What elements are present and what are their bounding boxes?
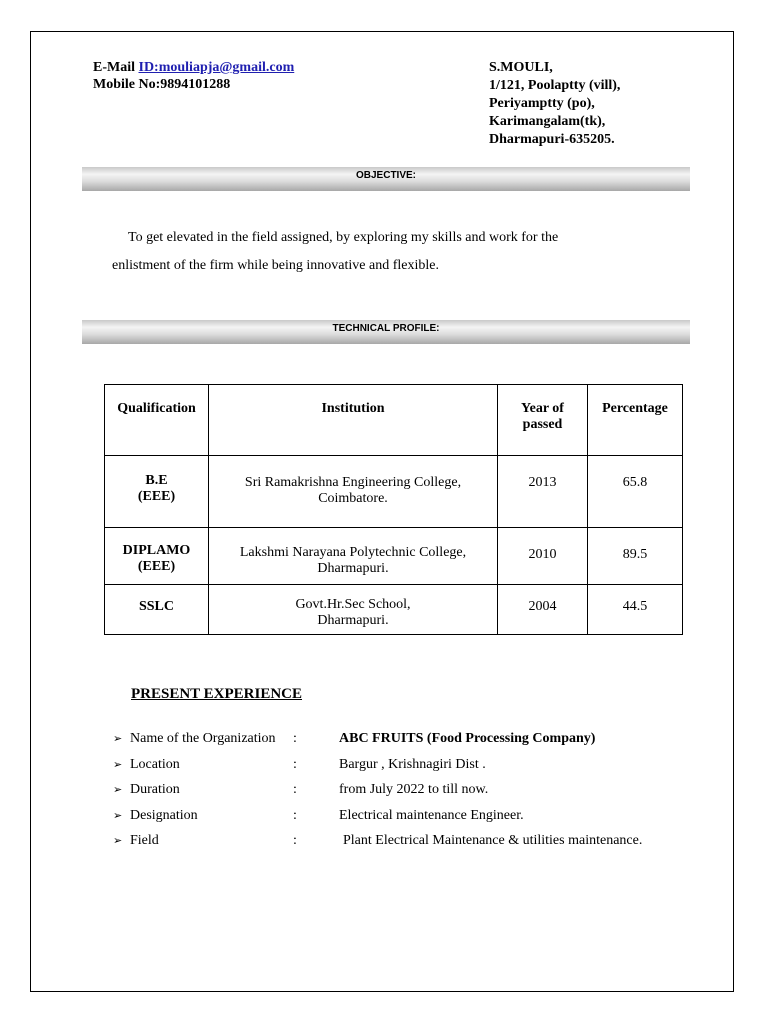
arrow-bullet-icon: ➢ — [113, 732, 123, 745]
objective-heading: OBJECTIVE: — [355, 170, 416, 181]
item-separator: : — [293, 807, 297, 823]
objective-line: enlistment of the firm while being innovative and flexible. — [112, 258, 439, 273]
cell-year: 2010 — [498, 528, 588, 585]
item-separator: : — [293, 782, 297, 798]
item-value: ABC FRUITS (Food Processing Company) — [339, 731, 596, 746]
technical-profile-heading-bar — [82, 320, 690, 344]
cell-qualification: DIPLAMO (EEE) — [105, 528, 209, 585]
item-value: Bargur , Krishnagiri Dist . — [339, 756, 486, 772]
header-percentage: Percentage — [588, 385, 683, 456]
arrow-bullet-icon: ➢ — [113, 757, 123, 771]
cell-percentage: 89.5 — [588, 528, 683, 585]
cell-qualification: B.E (EEE) — [105, 456, 209, 528]
email-line — [93, 59, 294, 76]
header-qualification: Qualification — [105, 385, 209, 456]
item-value: Electrical maintenance Engineer. — [339, 807, 524, 823]
address-line: Karimangalam(tk), — [489, 114, 606, 129]
table-row — [105, 585, 683, 635]
cell-percentage: 65.8 — [588, 456, 683, 528]
item-value: from July 2022 to till now. — [339, 782, 489, 798]
table-row — [105, 528, 683, 585]
header-year: Year of passed — [498, 385, 588, 456]
technical-profile-heading: TECHNICAL PROFILE: — [332, 323, 440, 334]
experience-heading: PRESENT EXPERIENCE — [131, 686, 303, 702]
mobile-line: Mobile No:9894101288 — [93, 77, 231, 92]
education-table — [104, 384, 683, 635]
objective-line: To get elevated in the field assigned, by exploring my skills and work for the — [128, 230, 559, 245]
item-value: Plant Electrical Maintenance & utilities maintenance. — [343, 833, 643, 849]
item-separator: : — [293, 833, 297, 849]
cell-institution: Sri Ramakrishna Engineering College, Coimbatore. — [209, 456, 498, 528]
cell-year: 2004 — [498, 585, 588, 635]
item-label: Designation — [130, 807, 198, 823]
cell-year: 2013 — [498, 456, 588, 528]
item-label: Field — [130, 833, 159, 849]
address-name: S.MOULI, — [489, 60, 553, 75]
cell-qualification: SSLC — [105, 585, 209, 635]
cell-percentage: 44.5 — [588, 585, 683, 635]
item-separator: : — [293, 731, 297, 746]
item-separator: : — [293, 756, 297, 772]
table-row — [105, 456, 683, 528]
address-block — [489, 59, 620, 149]
arrow-bullet-icon: ➢ — [113, 834, 123, 848]
objective-heading-bar — [82, 167, 690, 191]
arrow-bullet-icon: ➢ — [113, 783, 123, 797]
email-link[interactable]: ID:mouliapja@gmail.com — [138, 60, 295, 75]
header-institution: Institution — [209, 385, 498, 456]
cell-institution: Lakshmi Narayana Polytechnic College, Dharmapuri. — [209, 528, 498, 585]
item-label: Location — [130, 756, 180, 772]
cell-institution: Govt.Hr.Sec School, Dharmapuri. — [209, 585, 498, 635]
address-line: Periyamptty (po), — [489, 96, 595, 111]
email-label: E-Mail — [93, 60, 139, 75]
address-line: 1/121, Poolaptty (vill), — [489, 78, 621, 93]
objective-text — [112, 224, 632, 280]
item-label: Name of the Organization — [130, 731, 276, 746]
address-line: Dharmapuri-635205. — [489, 132, 615, 147]
contact-info — [93, 59, 294, 93]
item-label: Duration — [130, 782, 180, 798]
table-header-row — [105, 385, 683, 456]
arrow-bullet-icon: ➢ — [113, 808, 123, 822]
